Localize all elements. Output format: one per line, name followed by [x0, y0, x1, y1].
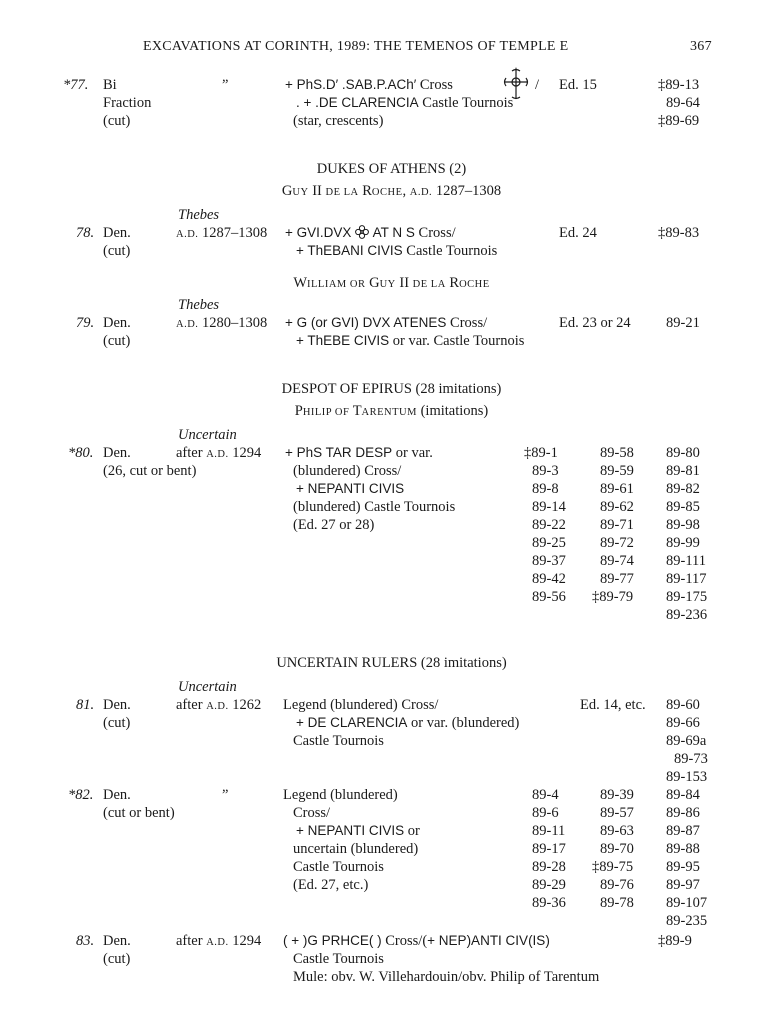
legend-text: + GVI.DVX	[285, 225, 352, 240]
type-text: Castle Tournois	[422, 95, 514, 111]
obverse-legend	[285, 224, 456, 242]
inventory-number: 89-71	[600, 517, 634, 533]
condition: (cut)	[103, 113, 131, 129]
inventory-column	[592, 786, 634, 912]
inventory-number: 89-39	[600, 787, 634, 803]
type-text: or var. Castle Tournois	[392, 333, 525, 349]
inventory-number: 89-42	[532, 571, 566, 587]
denomination: Den.	[103, 445, 131, 461]
entry-number: 83.	[76, 933, 95, 949]
inventory-number: ‡89-83	[658, 225, 700, 241]
inventory-number: 89-17	[532, 841, 566, 857]
inventory-number: ‡89-79	[592, 589, 634, 605]
section-heading: DESPOT OF EPIRUS (28 imitations)	[281, 381, 502, 397]
reference-note: (Ed. 27, etc.)	[293, 877, 369, 893]
entry-number: 78.	[76, 225, 95, 241]
inventory-number: 89-78	[600, 895, 634, 911]
type-text: or var.	[395, 445, 433, 461]
section-heading: DUKES OF ATHENS (2)	[316, 161, 467, 177]
date: A.D. 1280–1308	[176, 315, 268, 331]
legend-text: + NEP)ANTI CIV(IS)	[427, 933, 550, 948]
inventory-number: 89-76	[600, 877, 634, 893]
mint-name: Thebes	[178, 207, 220, 223]
inventory-column	[666, 786, 707, 930]
mint-name: Uncertain	[178, 679, 237, 695]
reverse-legend	[296, 94, 513, 112]
entry-number: *77.	[63, 77, 89, 93]
inventory-number: 89-60	[666, 697, 700, 713]
inventory-number: 89-81	[666, 463, 700, 479]
inventory-number: 89-107	[666, 895, 708, 911]
type-text: or var. (blundered)	[411, 715, 520, 731]
reference-note: (Ed. 27 or 28)	[293, 517, 375, 533]
ditto-mark: ”	[222, 787, 229, 803]
section-heading: UNCERTAIN RULERS (28 imitations)	[276, 655, 507, 671]
inventory-number: 89-236	[666, 607, 708, 623]
description-line: Castle Tournois	[293, 859, 384, 875]
inventory-number: 89-6	[532, 805, 559, 821]
description-line: (blundered) Castle Tournois	[293, 499, 456, 515]
inventory-number: 89-4	[532, 787, 559, 803]
inventory-number: ‡89-13	[658, 77, 700, 93]
obverse-legend	[285, 444, 433, 462]
inventory-number: 89-95	[666, 859, 700, 875]
denomination: Den.	[103, 315, 131, 331]
condition: (26, cut or bent)	[103, 463, 197, 479]
inventory-number: 89-88	[666, 841, 700, 857]
inventory-number: 89-111	[666, 553, 707, 569]
inventory-column	[592, 444, 634, 606]
entry-number: 81.	[76, 697, 95, 713]
subsection-heading: PHILIP OF TARENTUM (imitations)	[294, 403, 489, 419]
legend-text: + G (or GVI) DVX ATENES	[285, 315, 447, 330]
type-text: Cross/	[450, 315, 488, 331]
reverse-legend	[296, 822, 420, 840]
inventory-number: 89-59	[600, 463, 634, 479]
denomination-line-2: Fraction	[103, 95, 152, 111]
inventory-column	[524, 444, 566, 606]
type-text: Cross/	[418, 225, 456, 241]
inventory-number: ‡89-9	[658, 933, 692, 949]
reverse-legend: + NEPANTI CIVIS	[296, 481, 405, 496]
inventory-number: 89-84	[666, 787, 700, 803]
inventory-number: 89-72	[600, 535, 634, 551]
inventory-number: 89-117	[666, 571, 707, 587]
legend-text: + ThEBANI CIVIS	[296, 243, 403, 258]
denomination: Den.	[103, 697, 131, 713]
condition: (cut)	[103, 715, 131, 731]
inventory-number: 89-61	[600, 481, 634, 497]
inventory-number: 89-8	[532, 481, 559, 497]
date: after A.D. 1294	[176, 445, 262, 461]
date: after A.D. 1294	[176, 933, 262, 949]
condition: (cut)	[103, 243, 131, 259]
page-number: 367	[690, 39, 712, 54]
inventory-number: 89-153	[666, 769, 708, 785]
reference: Ed. 24	[559, 225, 597, 241]
date: A.D. 1287–1308	[176, 225, 268, 241]
inventory-number: 89-87	[666, 823, 700, 839]
inventory-number: 89-99	[666, 535, 700, 551]
type-text: Cross	[419, 77, 453, 93]
condition: (cut or bent)	[103, 805, 175, 821]
reference: Ed. 14, etc.	[580, 697, 646, 713]
legend-text: AT N S	[372, 225, 415, 240]
inventory-number: ‡89-75	[592, 859, 634, 875]
mule-note: Mule: obv. W. Villehardouin/obv. Philip of Tarentum	[293, 969, 600, 985]
subsection-heading: GUY II DE LA ROCHE, A.D. 1287–1308	[281, 183, 502, 199]
inventory-number: 89-37	[532, 553, 566, 569]
denomination: Den.	[103, 787, 131, 803]
inventory-number: 89-73	[674, 751, 708, 767]
reverse-legend	[296, 332, 524, 350]
inventory-column	[666, 696, 708, 786]
slash: /	[535, 77, 540, 93]
reverse-legend	[296, 714, 519, 732]
inventory-number: 89-70	[600, 841, 634, 857]
obverse-legend	[285, 76, 453, 94]
inventory-number: 89-29	[532, 877, 566, 893]
description-line: Castle Tournois	[293, 951, 384, 967]
inventory-number: 89-66	[666, 715, 700, 731]
inventory-number: 89-86	[666, 805, 700, 821]
inventory-number: 89-80	[666, 445, 700, 461]
inventory-number: 89-63	[600, 823, 634, 839]
inventory-number: 89-14	[532, 499, 566, 515]
inventory-number: 89-58	[600, 445, 634, 461]
inventory-number: 89-11	[532, 823, 566, 839]
legend-text: ( + )G PRHCE( )	[283, 933, 382, 948]
legend-text: + DE CLARENCIA	[296, 715, 408, 730]
legend-text: + NEPANTI CIVIS	[296, 823, 405, 838]
inventory-number: 89-69a	[666, 733, 707, 749]
denomination: Bi	[103, 77, 117, 93]
inventory-number: ‡89-69	[658, 113, 700, 129]
description-line: (blundered) Cross/	[293, 463, 402, 479]
legend-text: + PhS.D′ .SAB.P.ACh′	[285, 77, 417, 92]
entry-number: *82.	[68, 787, 94, 803]
entry-number: 79.	[76, 315, 95, 331]
rosette-icon	[355, 225, 369, 239]
subsection-heading: WILLIAM OR GUY II DE LA ROCHE	[293, 275, 490, 291]
inventory-column	[666, 444, 707, 624]
inventory-number: ‡89-1	[524, 445, 558, 461]
inventory-number: 89-21	[666, 315, 700, 331]
date: after A.D. 1262	[176, 697, 262, 713]
ditto-mark: ”	[222, 77, 229, 93]
inventory-number: 89-57	[600, 805, 634, 821]
inventory-number: 89-77	[600, 571, 634, 587]
inventory-number: 89-82	[666, 481, 700, 497]
inventory-number: 89-3	[532, 463, 559, 479]
inventory-number: 89-235	[666, 913, 708, 929]
description-line: Cross/	[293, 805, 331, 821]
inventory-number: 89-98	[666, 517, 700, 533]
obverse-legend	[283, 932, 550, 950]
inventory-column	[532, 786, 566, 912]
inventory-number: 89-74	[600, 553, 634, 569]
description-line: Legend (blundered)	[283, 787, 398, 803]
running-title: EXCAVATIONS AT CORINTH, 1989: THE TEMENOS OF TEMPLE E	[143, 39, 569, 54]
inventory-number: 89-22	[532, 517, 566, 533]
condition: (cut)	[103, 951, 131, 967]
legend-text: + PhS TAR DESP	[285, 445, 393, 460]
description-line: Castle Tournois	[293, 733, 384, 749]
inventory-number: 89-85	[666, 499, 700, 515]
description-line: Legend (blundered) Cross/	[283, 697, 439, 713]
inventory-number: 89-36	[532, 895, 566, 911]
inventory-number: 89-97	[666, 877, 700, 893]
denomination: Den.	[103, 933, 131, 949]
condition: (cut)	[103, 333, 131, 349]
description-note: (star, crescents)	[293, 113, 384, 129]
reference: Ed. 23 or 24	[559, 315, 631, 331]
obverse-legend	[285, 314, 487, 332]
type-text: Cross/(	[385, 933, 428, 949]
inventory-number: 89-64	[666, 95, 700, 111]
mint-name: Uncertain	[178, 427, 237, 443]
type-text: Castle Tournois	[406, 243, 498, 259]
inventory-number: 89-62	[600, 499, 634, 515]
entry-number: *80.	[68, 445, 94, 461]
description-line: uncertain (blundered)	[293, 841, 419, 857]
inventory-number: 89-175	[666, 589, 708, 605]
mint-name: Thebes	[178, 297, 220, 313]
reference: Ed. 15	[559, 77, 597, 93]
denomination: Den.	[103, 225, 131, 241]
inventory-number: 89-25	[532, 535, 566, 551]
inventory-number: 89-56	[532, 589, 566, 605]
legend-text: . + .DE CLARENCIA	[296, 95, 419, 110]
reverse-legend	[296, 242, 497, 260]
inventory-number: 89-28	[532, 859, 566, 875]
type-text: or	[407, 823, 420, 839]
legend-text: + ThEBE CIVIS	[296, 333, 390, 348]
